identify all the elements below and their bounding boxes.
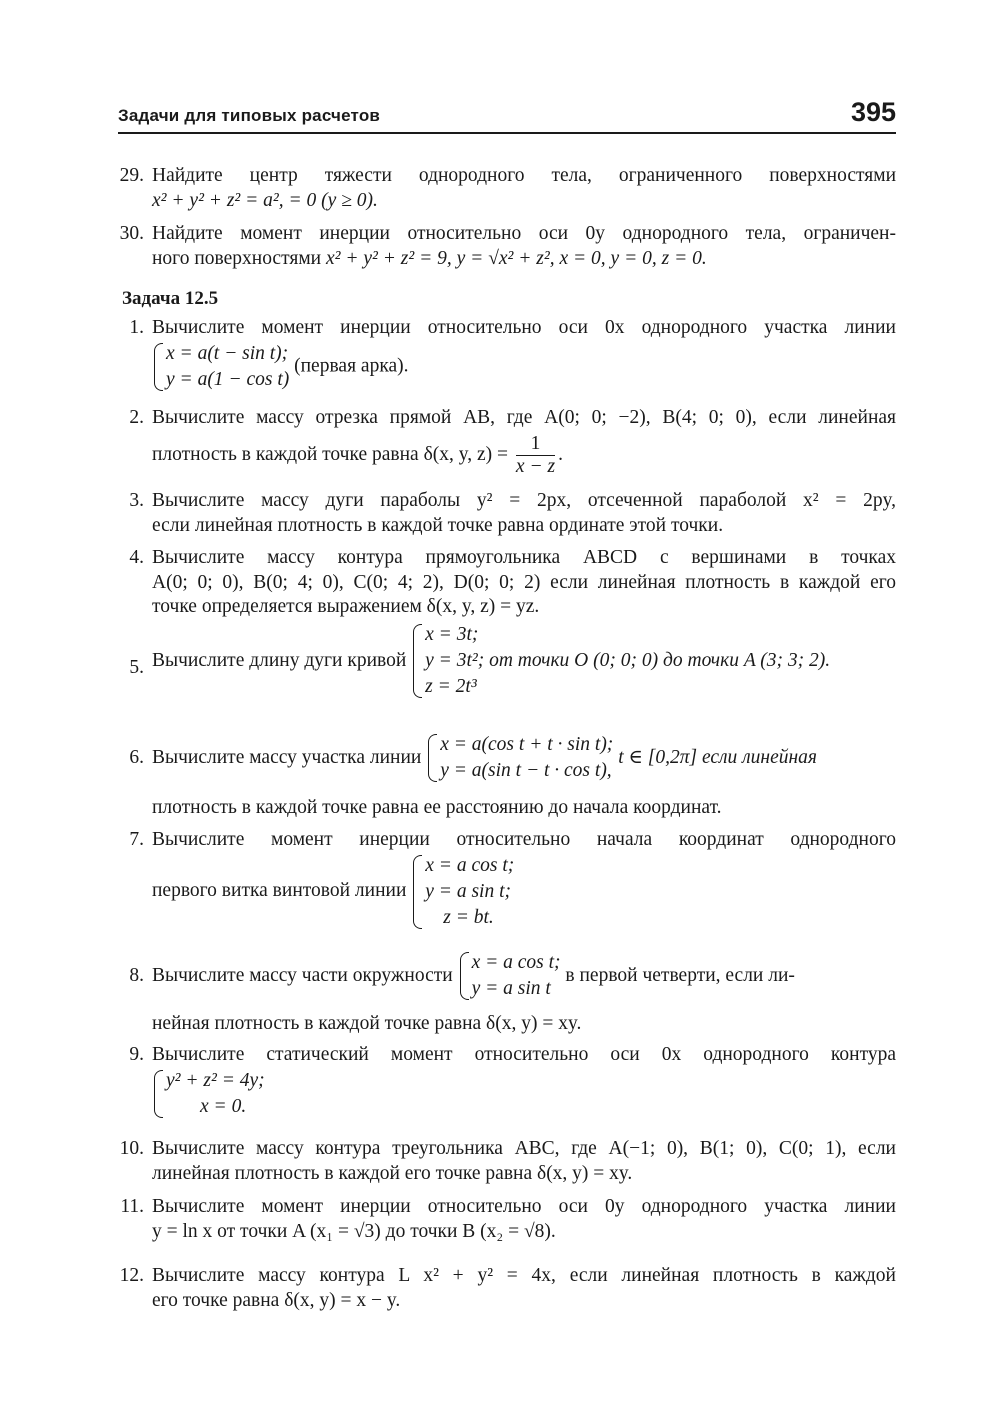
section-title: Задача 12.5 — [122, 288, 219, 309]
equation-row: y = a(sin t − t · cos t), — [440, 760, 612, 781]
task-text: нейная плотность в каждой точке равна δ(x, y) = xy. — [152, 1013, 582, 1034]
task-number: 9. — [129, 1044, 144, 1065]
equation-row: y = a sin t — [471, 978, 551, 999]
equation-system — [411, 622, 830, 700]
equation-row: x = 3t; — [425, 624, 479, 645]
equation-row: y = a(1 − cos t) — [166, 368, 290, 390]
fraction-numerator: 1 — [516, 433, 555, 456]
problem-text: Найдите центр тяжести однородного тела, ограниченного поверхностями — [152, 165, 896, 186]
task-text: точке определяется выражением δ(x, y, z) = yz. — [152, 596, 540, 617]
task-text: линейная плотность в каждой его точке равна δ(x, y) = xy. — [152, 1162, 633, 1184]
task-number: 10. — [119, 1138, 144, 1159]
task-4 — [100, 546, 896, 620]
equation-row: y² + z² = 4y; — [166, 1069, 265, 1091]
task-11 — [100, 1195, 896, 1244]
problem-29 — [100, 164, 896, 213]
fraction-denominator: x − z — [515, 455, 556, 477]
task-text: y = ln x от точки A (x₁ = √3) до точки B (x₂ = √8). — [152, 1220, 556, 1242]
equation-row: y = 3t²; от точки O (0; 0; 0) до точки A (3; 3; 2). — [425, 650, 831, 671]
task-text: A(0; 0; 0), B(0; 4; 0), C(0; 4; 2), D(0; 0; 2) если линейная плотность в каждой его — [152, 571, 896, 593]
problem-number: 30. — [119, 223, 144, 244]
page-header — [118, 92, 896, 134]
task-text: Вычислите момент инерции относительно оси 0x однородного участка линии — [152, 317, 896, 338]
task-number: 5. — [129, 657, 144, 678]
task-10 — [100, 1137, 896, 1186]
problem-30 — [100, 222, 896, 271]
task-text: (первая арка). — [294, 354, 409, 376]
task-text: Вычислите массу контура прямоугольника ABCD с вершинами в точках — [152, 547, 896, 568]
task-3 — [100, 489, 896, 538]
task-text: Вычислите массу контура L x² + y² = 4x, если линейная плотность в каждой — [152, 1265, 896, 1286]
problem-formula: x² + y² + z² = a², = 0 (y ≥ 0). — [152, 189, 378, 211]
equation-row: z = bt. — [443, 906, 494, 928]
task-5 — [100, 622, 896, 700]
equation-row: x = a cos t; — [425, 854, 515, 876]
task-text: в первой четверти, если ли- — [565, 964, 795, 986]
task-6 — [100, 732, 896, 821]
task-text: Вычислите массу части окружности — [152, 964, 453, 986]
equation-system — [152, 1068, 265, 1120]
problem-text: Найдите момент инерции относительно оси 0y однородного тела, ограничен- — [152, 223, 896, 244]
problem-formula: x² + y² + z² = 9, y = √x² + z², x = 0, y = 0, z = 0. — [325, 247, 707, 269]
task-number: 2. — [129, 407, 144, 428]
task-text: Вычислите массу участка линии — [152, 746, 422, 768]
equation-row: x = a cos t; — [471, 952, 561, 973]
task-text: Вычислите массу отрезка прямой AB, где A(0; 0; −2), B(4; 0; 0), если линейная — [152, 407, 896, 428]
problem-number: 29. — [119, 165, 144, 186]
task-2: 2. Вычислите массу отрезка прямой AB, где A(0; 0; −2), B(4; 0; 0), если линейная плотность в каждой точке равна δ(x, y, z) = $\frac{1}{x - z}$ . — [100, 406, 896, 478]
task-number: 3. — [129, 490, 144, 511]
task-number: 1. — [129, 317, 144, 338]
task-number: 6. — [129, 747, 144, 768]
density-fraction — [516, 433, 555, 478]
page-number: 395 — [850, 97, 896, 127]
task-number: 7. — [129, 829, 144, 850]
task-text: плотность в каждой точке равна δ(x, y, z) = — [152, 443, 509, 465]
equation-system — [458, 950, 561, 1002]
equation-system — [411, 853, 514, 931]
task-9 — [100, 1043, 896, 1120]
equation-system — [152, 341, 289, 393]
equation-system — [426, 732, 613, 784]
task-text: первого витка винтовой линии — [152, 880, 407, 902]
task-number: 8. — [129, 965, 144, 986]
task-12 — [100, 1264, 896, 1313]
task-text: если линейная плотность в каждой точке равна ординате этой точки. — [152, 514, 724, 536]
running-title: Задачи для типовых расчетов — [118, 106, 381, 125]
task-number: 11. — [120, 1196, 144, 1217]
equation-row: x = a(cos t + t · sin t); — [440, 734, 614, 755]
task-7 — [100, 828, 896, 931]
task-text: Вычислите статический момент относительно оси 0x однородного контура — [152, 1044, 896, 1065]
task-1 — [100, 316, 896, 393]
equation-row: x = a(t − sin t); — [166, 342, 289, 364]
task-number: 12. — [119, 1265, 144, 1286]
task-text: его точке равна δ(x, y) = x − y. — [152, 1289, 401, 1311]
task-text: Вычислите длину дуги кривой — [152, 649, 407, 671]
equation-row: z = 2t³ — [425, 676, 477, 697]
equation-row: y = a sin t; — [425, 880, 511, 902]
task-8 — [100, 950, 896, 1037]
task-text: t ∈ [0,2π] если линейная — [618, 746, 817, 768]
equation-row: x = 0. — [200, 1095, 247, 1117]
task-text: Вычислите массу контура треугольника ABC, где A(−1; 0), B(1; 0), C(0; 1), если — [152, 1138, 896, 1159]
task-number: 4. — [129, 547, 144, 568]
task-text: Вычислите момент инерции относительно начала координат однородного — [152, 829, 896, 850]
task-text: плотность в каждой точке равна ее расстоянию до начала координат. — [152, 797, 722, 818]
task-text: Вычислите момент инерции относительно оси 0y однородного участка линии — [152, 1196, 896, 1217]
problem-text: ного поверхностями — [152, 247, 322, 269]
task-text: Вычислите массу дуги параболы y² = 2px, отсеченной параболой x² = 2py, — [152, 490, 896, 511]
